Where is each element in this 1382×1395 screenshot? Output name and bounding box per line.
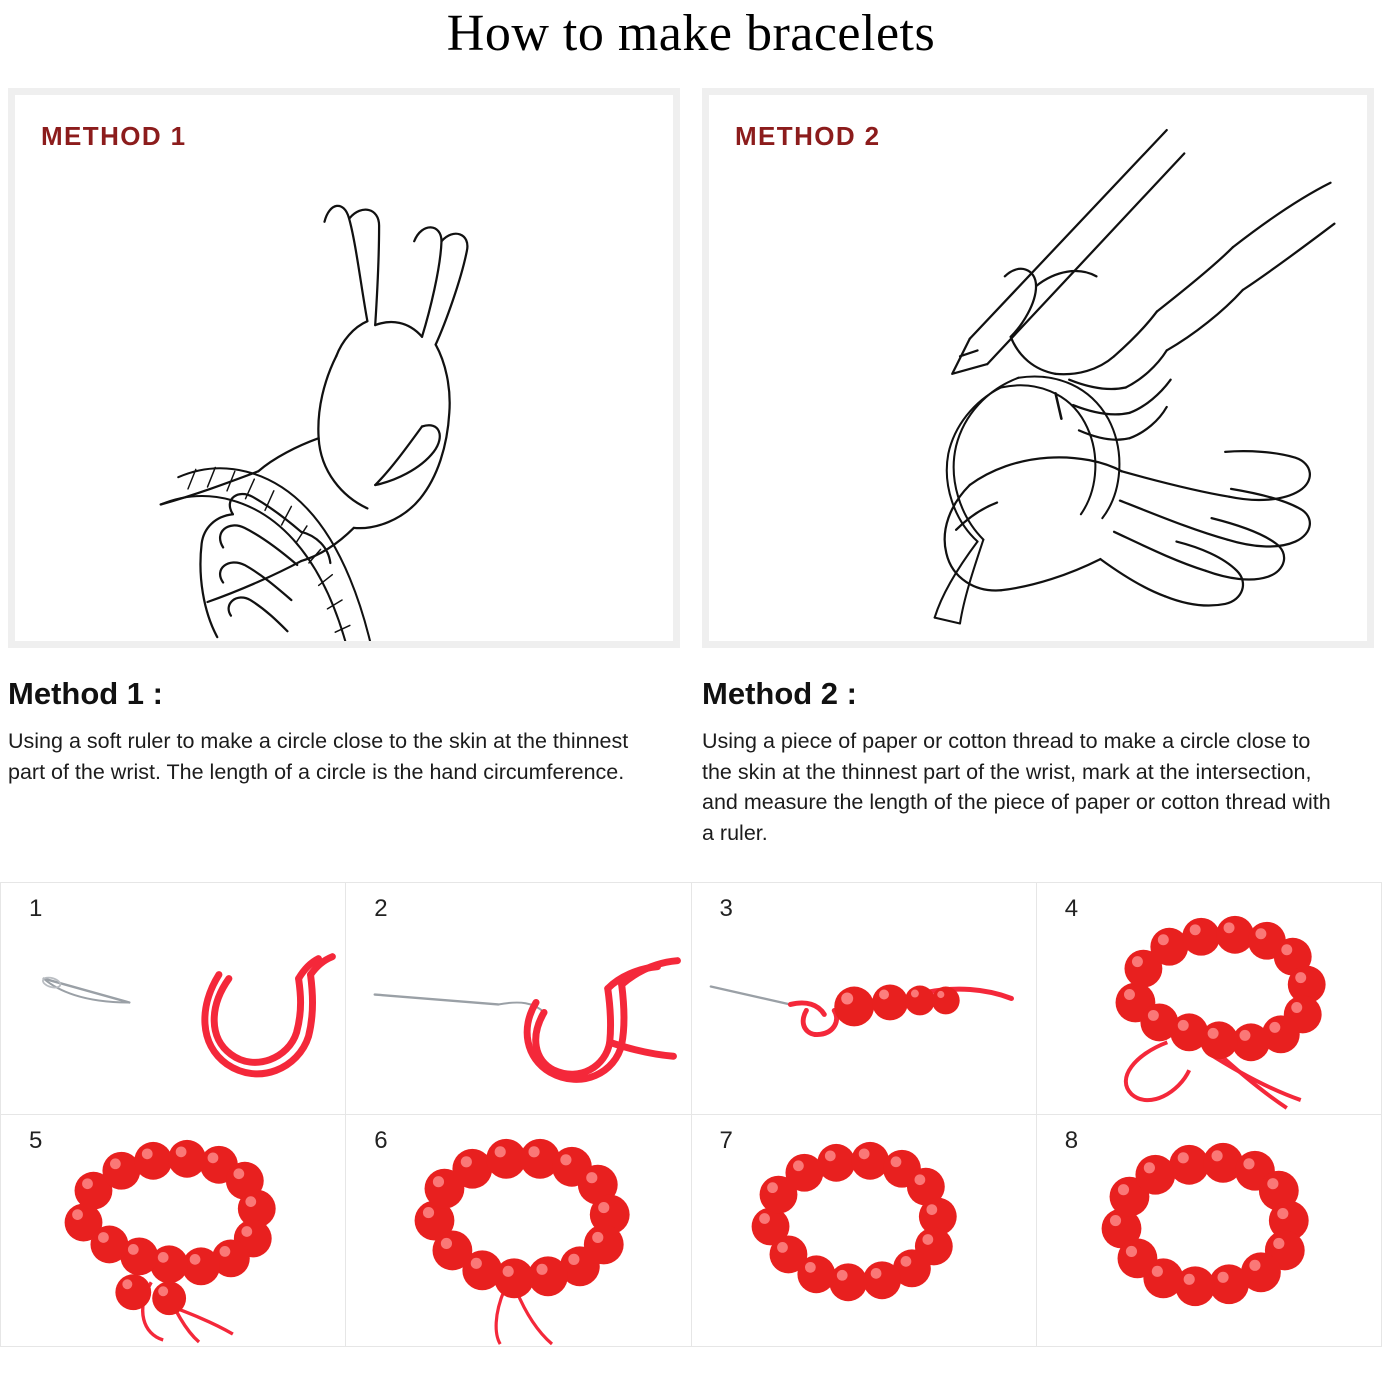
loop-tightened-with-two-beads-icon	[1, 1115, 345, 1346]
step-number: 2	[374, 895, 388, 923]
beads-strung-on-cord-icon	[692, 883, 1036, 1114]
step-number: 7	[719, 1127, 733, 1155]
steps-grid	[0, 882, 1382, 1347]
step-cell	[1037, 883, 1382, 1115]
method-2-tag: METHOD 2	[735, 121, 881, 151]
step-number: 1	[29, 895, 43, 923]
hand-with-paper-strip-and-pen-icon	[709, 95, 1367, 641]
method-2-text: Using a piece of paper or cotton thread to make a circle close to the skin at the thinnest part of the wrist, mark at the intersection, and measure the length of the piece of paper or cotton thread with a ruler.	[702, 729, 1331, 845]
finished-bracelet-trimmed-icon	[692, 1115, 1036, 1346]
step-cell	[692, 883, 1037, 1115]
step-cell	[1, 883, 346, 1115]
page-title: How to make bracelets	[446, 5, 936, 62]
method-2-illustration-box	[702, 88, 1374, 648]
step-number: 3	[719, 895, 733, 923]
step-number: 8	[1064, 1127, 1079, 1155]
step-cell	[1, 1115, 346, 1347]
hand-with-soft-ruler-icon	[15, 95, 673, 641]
closed-bracelet-with-tails-icon	[346, 1115, 690, 1346]
method-2-column	[702, 88, 1374, 848]
step-cell	[692, 1115, 1037, 1347]
method-1-text: Using a soft ruler to make a circle close to the skin at the thinnest part of the wrist. The length of a circle is the hand circumference.	[8, 729, 629, 784]
needle-and-folded-red-cord-icon	[1, 883, 345, 1114]
method-1-illustration-box	[8, 88, 680, 648]
step-cell	[346, 1115, 691, 1347]
method-1-column	[8, 88, 680, 848]
step-cell	[1037, 1115, 1382, 1347]
method-1-heading: Method 1 :	[8, 676, 163, 711]
cord-threaded-through-needle-icon	[346, 883, 690, 1114]
step-number: 4	[1064, 895, 1079, 923]
finished-bracelet-worn-shape-icon	[1037, 1115, 1381, 1346]
step-number: 5	[29, 1127, 43, 1155]
step-cell	[346, 883, 691, 1115]
methods-section	[0, 60, 1382, 848]
beaded-loop-with-loose-ends-icon	[1037, 883, 1381, 1114]
method-2-heading: Method 2 :	[702, 676, 857, 711]
step-number: 6	[374, 1127, 388, 1155]
method-1-tag: METHOD 1	[41, 121, 187, 151]
